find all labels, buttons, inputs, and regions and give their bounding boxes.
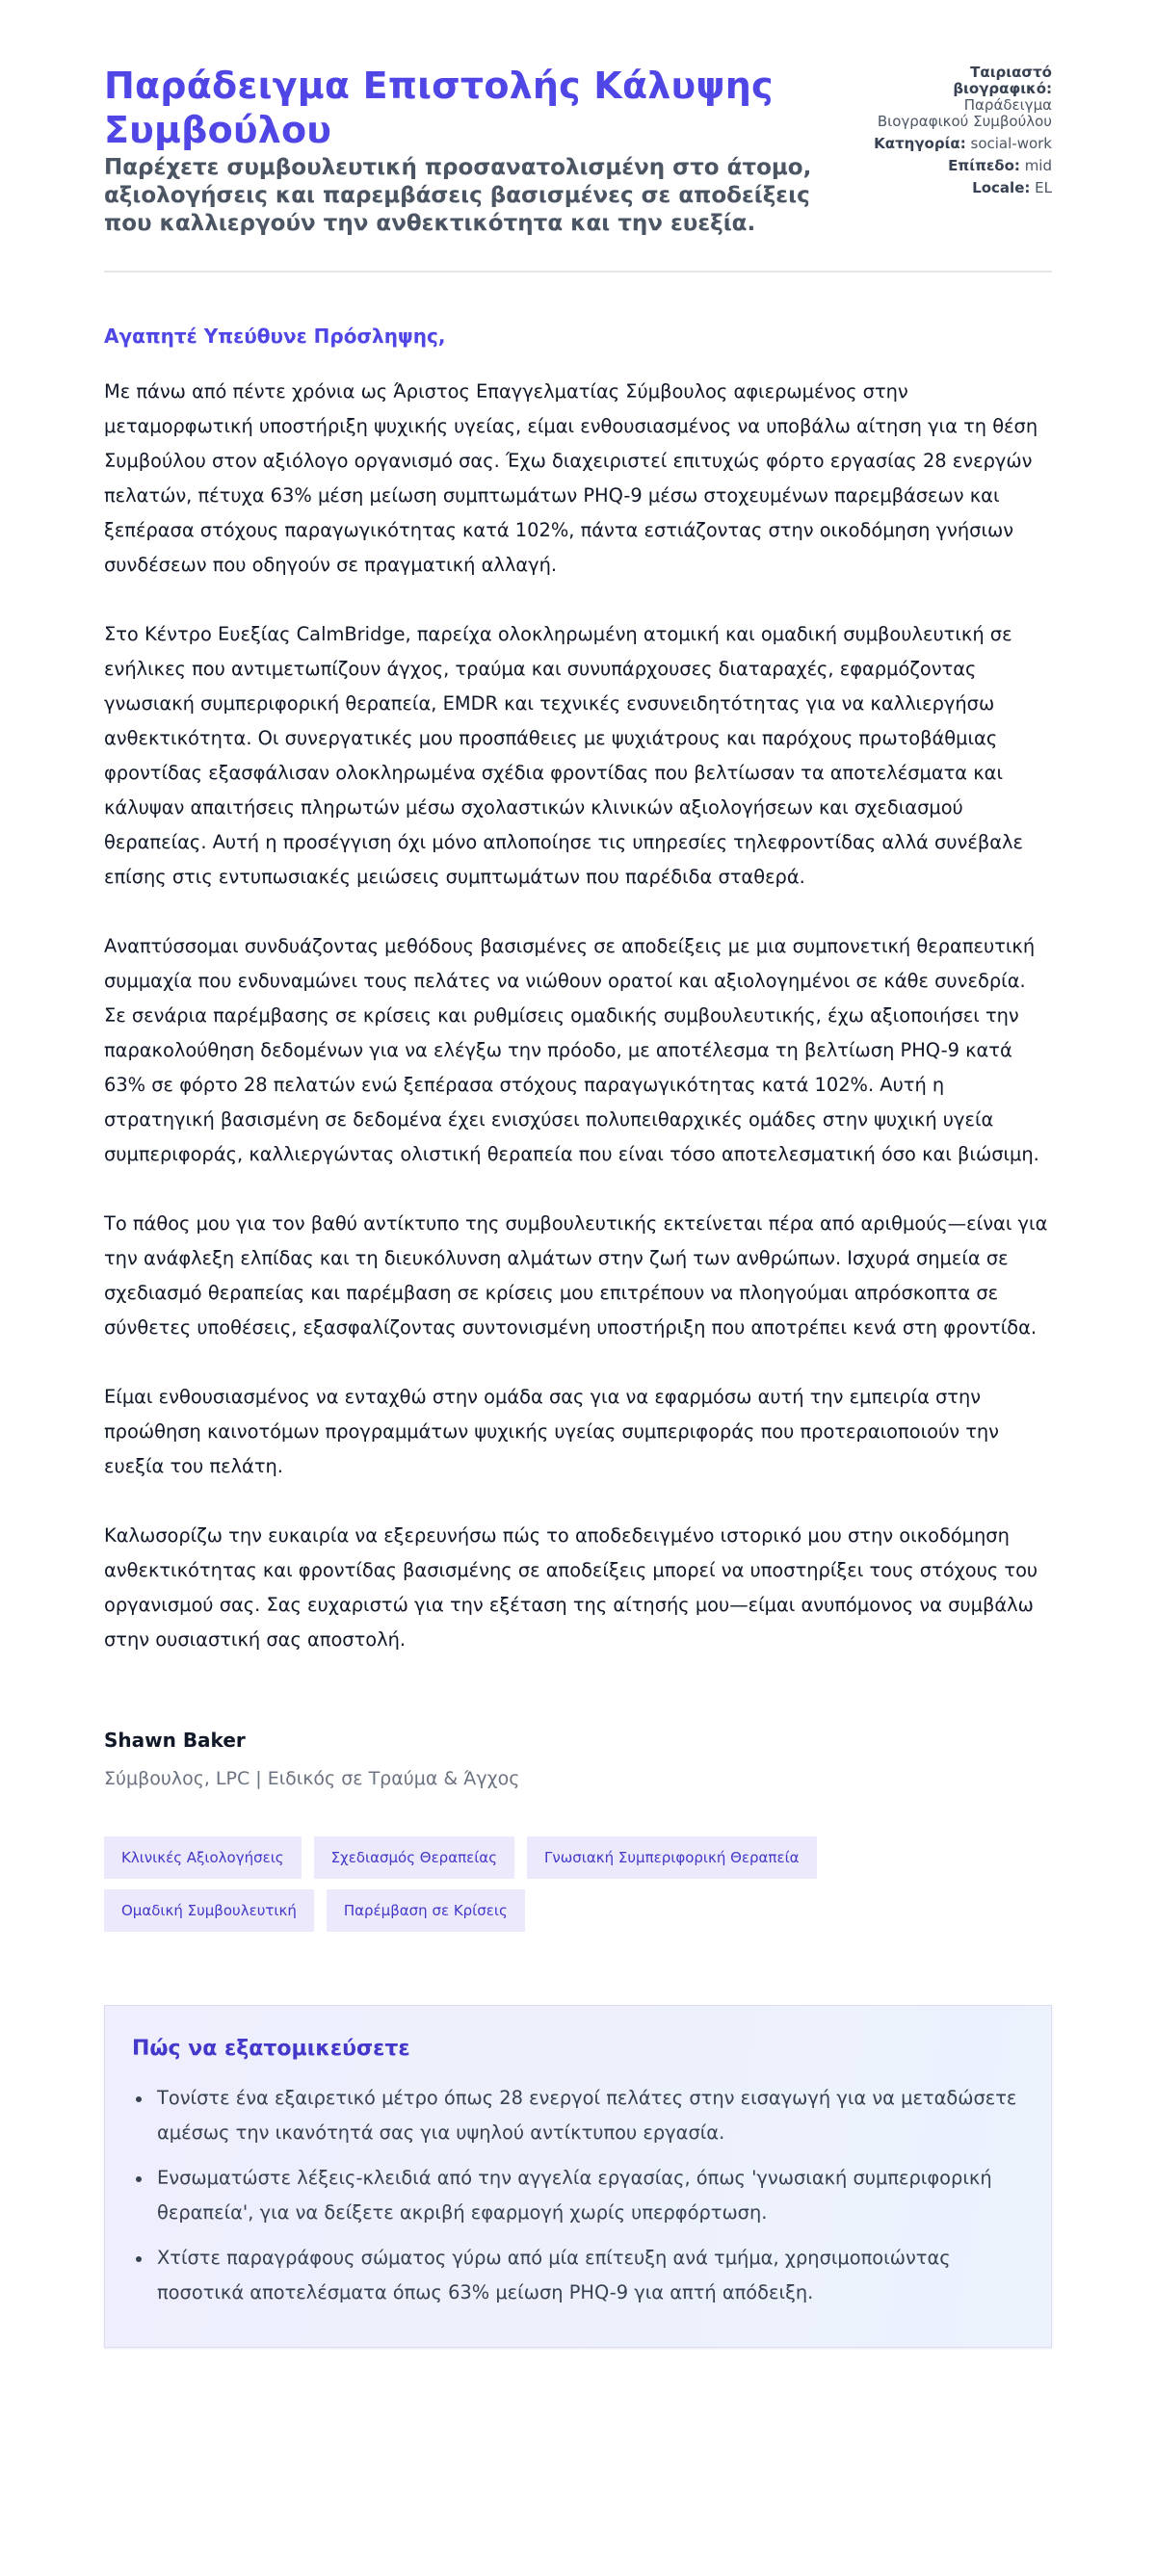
meta-category-value: social-work xyxy=(970,135,1052,152)
tip-item xyxy=(132,2241,1024,2310)
skill-tag: Κλινικές Αξιολογήσεις xyxy=(104,1836,302,1879)
letter-body xyxy=(104,323,1052,1657)
skill-tag: Παρέμβαση σε Κρίσεις xyxy=(327,1889,525,1932)
tip-item xyxy=(132,2081,1024,2150)
header-titles xyxy=(104,64,855,238)
meta-locale xyxy=(874,180,1052,196)
signature-block xyxy=(104,1727,1052,1792)
tips-title: Πώς να εξατομικεύσετε xyxy=(132,2037,410,2061)
meta-level xyxy=(874,158,1052,174)
letter-greeting: Αγαπητέ Υπεύθυνε Πρόσληψης, xyxy=(104,325,446,348)
skill-tags xyxy=(104,1836,933,1932)
meta-locale-value: EL xyxy=(1035,179,1052,196)
meta-locale-label: Locale: xyxy=(972,179,1031,196)
tips-list xyxy=(132,2081,1024,2310)
metadata-panel xyxy=(874,65,1052,202)
page-subtitle: Παρέχετε συμβουλευτική προσανατολισμένη στο άτομο, αξιολογήσεις και παρεμβάσεις βασισμένες σε αποδείξεις που καλλιεργούν την ανθεκτικότητα και την ευεξία. xyxy=(104,155,812,236)
tip-text: Ενσωματώστε λέξεις-κλειδιά από την αγγελία εργασίας, όπως 'γνωσιακή συμπεριφορική θεραπεία', για να δείξετε ακριβή εφαρμογή χωρίς υπερφόρτωση. xyxy=(157,2167,992,2224)
meta-resume xyxy=(874,65,1052,130)
bullet-icon xyxy=(136,2256,142,2262)
skill-tag: Σχεδιασμός Θεραπείας xyxy=(314,1836,514,1879)
letter-paragraph: Το πάθος μου για τον βαθύ αντίκτυπο της συμβουλευτικής εκτείνεται πέρα από αριθμούς—είναι για την ανάφλεξη ελπίδας και τη διευκόλυνση αλμάτων στην ζωή των ανθρώπων. Ισχυρά σημεία σε σχεδιασμό θεραπείας και παρέμβαση σε κρίσεις μου επιτρέπουν να πλοηγούμαι απρόσκοπτα σε σύνθετες υποθέσεις, εξασφαλίζοντας συντονισμένη υποστήριξη που αποτρέπει κενά στη φροντίδα. xyxy=(104,1212,1048,1339)
meta-category-label: Κατηγορία: xyxy=(874,135,966,152)
meta-level-label: Επίπεδο: xyxy=(948,157,1020,174)
letter-paragraph: Αναπτύσσομαι συνδυάζοντας μεθόδους βασισμένες σε αποδείξεις με μια συμπονετική θεραπευτική συμμαχία που ενδυναμώνει τους πελάτες να νιώθουν ορατοί και αξιολογημένοι σε κάθε συνεδρία. Σε σενάρια παρέμβασης σε κρίσεις και ρυθμίσεις ομαδικής συμβουλευτικής, έχω αξιοποιήσει την παρακολούθηση δεδομένων για να ελέγξω την πρόοδο, με αποτέλεσμα τη βελτίωση PHQ-9 κατά 63% σε φόρτο 28 πελατών ενώ ξεπέρασα στόχους παραγωγικότητας κατά 102%. Αυτή η στρατηγική βασισμένη σε δεδομένα έχει ενισχύσει πολυπειθαρχικές ομάδες στην ψυχική υγεία συμπεριφοράς, καλλιεργώντας ολιστική θεραπεία που είναι τόσο αποτελεσματική όσο και βιώσιμη. xyxy=(104,935,1039,1165)
letter-paragraph: Είμαι ενθουσιασμένος να ενταχθώ στην ομάδα σας για να εφαρμόσω αυτή την εμπειρία στην προώθηση καινοτόμων προγραμμάτων ψυχικής υγείας συμπεριφοράς που προτεραιοποιούν την ευεξία του πελάτη. xyxy=(104,1386,999,1477)
meta-category xyxy=(874,136,1052,152)
letter-paragraph: Στο Κέντρο Ευεξίας CalmBridge, παρείχα ολοκληρωμένη ατομική και ομαδική συμβουλευτική σε ενήλικες που αντιμετωπίζουν άγχος, τραύμα και συνυπάρχουσες διαταραχές, εφαρμόζοντας γνωσιακή συμπεριφορική θεραπεία, EMDR και τεχνικές ενσυνειδητότητας για να καλλιεργήσω ανθεκτικότητα. Οι συνεργατικές μου προσπάθειες με ψυχιάτρους και παρόχους πρωτοβάθμιας φροντίδας εξασφάλισαν ολοκληρωμένα σχέδια φροντίδας που βελτίωσαν τα αποτελέσματα και κάλυψαν απαιτήσεις πληρωτών μέσω σχολαστικών κλινικών αξιολογήσεων και σχεδιασμού θεραπείας. Αυτή η προσέγγιση όχι μόνο απλοποίησε τις υπηρεσίες τηλεφροντίδας αλλά συνέβαλε επίσης στις εντυπωσιακές μειώσεις συμπτωμάτων που παρέδιδα σταθερά. xyxy=(104,623,1023,888)
letter-paragraph: Με πάνω από πέντε χρόνια ως Άριστος Επαγγελματίας Σύμβουλος αφιερωμένος στην μεταμορφωτική υποστήριξη ψυχικής υγείας, είμαι ενθουσιασμένος να υποβάλω αίτηση για τη θέση Συμβούλου στον αξιόλογο οργανισμό σας. Έχω διαχειριστεί επιτυχώς φόρτο εργασίας 28 ενεργών πελατών, πέτυχα 63% μέση μείωση συμπτωμάτων PHQ-9 μέσω στοχευμένων παρεμβάσεων και ξεπέρασα στόχους παραγωγικότητας κατά 102%, πάντα εστιάζοντας στην οικοδόμηση γνήσιων συνδέσεων που οδηγούν σε πραγματική αλλαγή. xyxy=(104,380,1038,576)
letter-paragraph: Καλωσορίζω την ευκαιρία να εξερευνήσω πώς το αποδεδειγμένο ιστορικό μου στην οικοδόμηση ανθεκτικότητας και φροντίδας βασισμένης σε αποδείξεις μπορεί να υποστηρίξει τους στόχους του οργανισμού σας. Σας ευχαριστώ για την εξέταση της αίτησής μου—είμαι ανυπόμονος να συμβάλω στην ουσιαστική σας αποστολή. xyxy=(104,1524,1038,1651)
signature-title: Σύμβουλος, LPC | Ειδικός σε Τραύμα & Άγχος xyxy=(104,1768,520,1789)
meta-resume-value: Παράδειγμα Βιογραφικού Συμβούλου xyxy=(877,96,1052,130)
tip-item xyxy=(132,2161,1024,2230)
bullet-icon xyxy=(136,2096,142,2102)
skill-tag: Γνωσιακή Συμπεριφορική Θεραπεία xyxy=(527,1836,817,1879)
tip-text: Χτίστε παραγράφους σώματος γύρω από μία επίτευξη ανά τμήμα, χρησιμοποιώντας ποσοτικά αποτελέσματα όπως 63% μείωση PHQ-9 για απτή απόδειξη. xyxy=(157,2247,951,2303)
meta-resume-label: Ταιριαστό βιογραφικό: xyxy=(953,64,1052,97)
page-title: Παράδειγμα Επιστολής Κάλυψης Συμβούλου xyxy=(104,65,774,151)
signature-name: Shawn Baker xyxy=(104,1729,246,1752)
skill-tag: Ομαδική Συμβουλευτική xyxy=(104,1889,314,1932)
bullet-icon xyxy=(136,2176,142,2182)
meta-level-value: mid xyxy=(1024,157,1052,174)
customization-tips-box xyxy=(104,2005,1052,2348)
tip-text: Τονίστε ένα εξαιρετικό μέτρο όπως 28 ενεργοί πελάτες στην εισαγωγή για να μεταδώσετε αμέσως την ικανότητά σας για υψηλού αντίκτυπου εργασία. xyxy=(157,2087,1017,2144)
document-header xyxy=(104,64,1052,273)
